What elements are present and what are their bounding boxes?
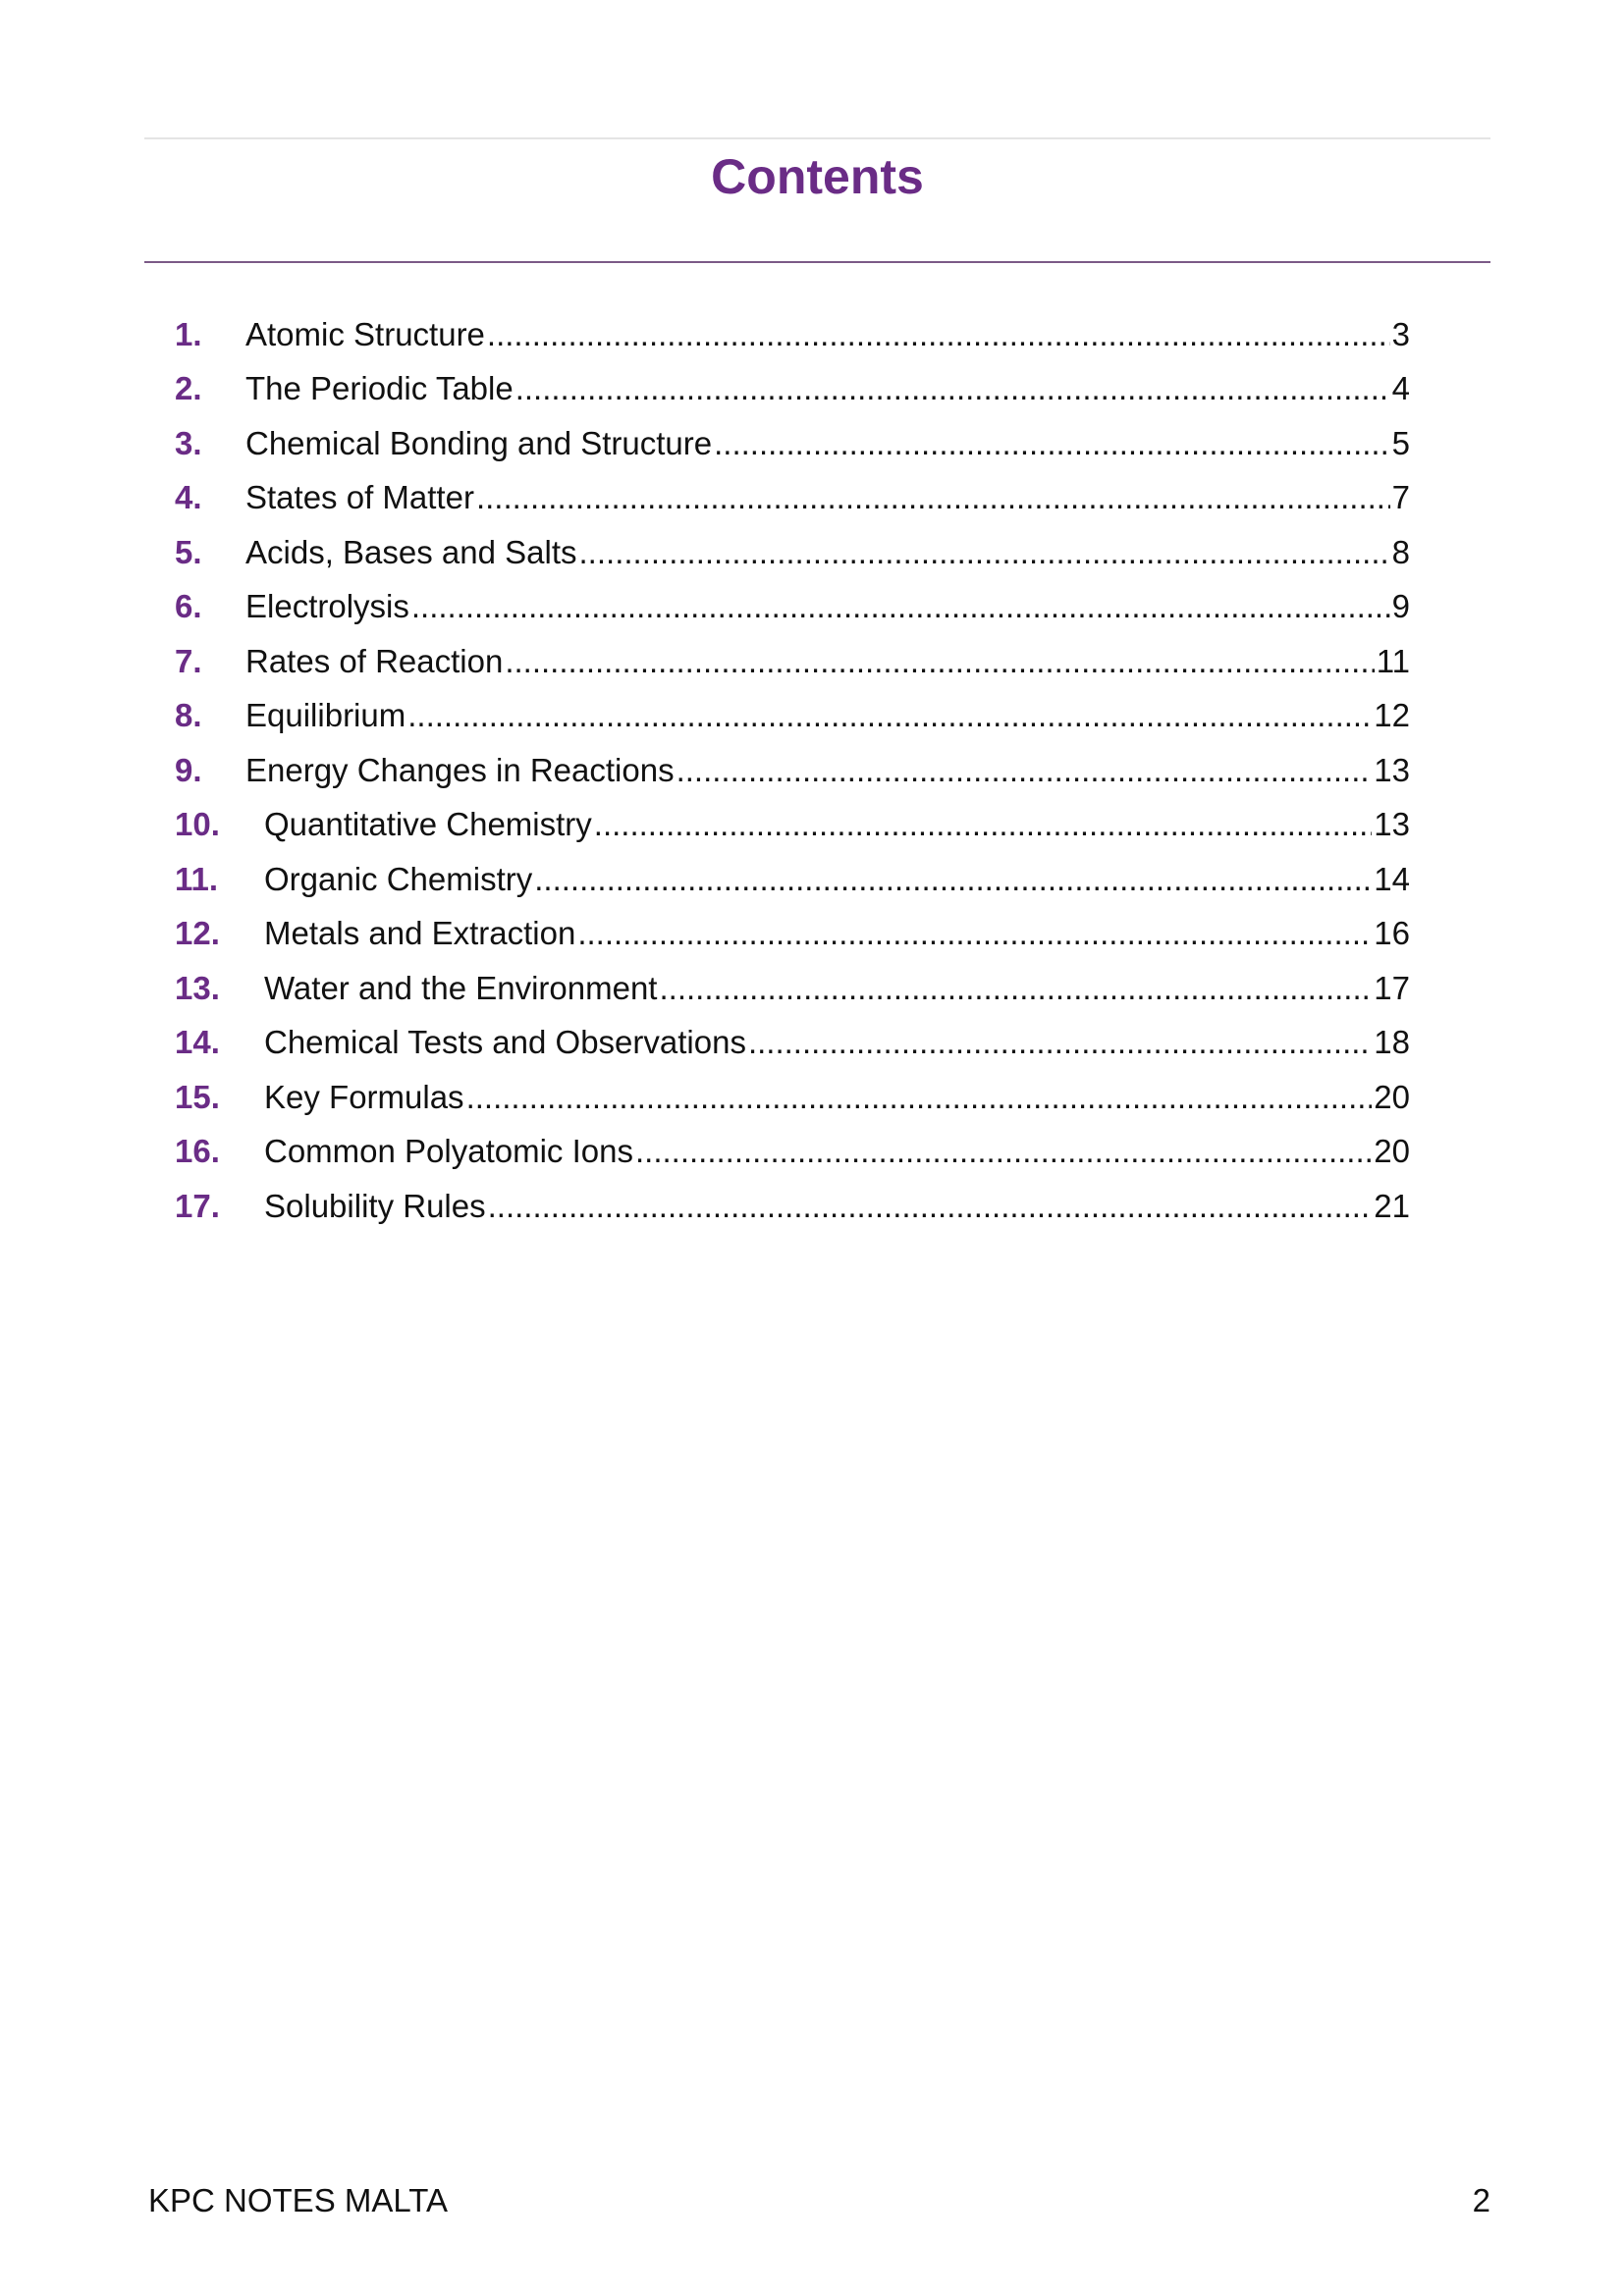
toc-leader-dots: [677, 752, 1373, 789]
toc-entry-number: 8.: [175, 697, 202, 734]
toc-entry-page: 4: [1391, 370, 1410, 407]
toc-entry-title: The Periodic Table: [245, 370, 514, 407]
toc-entry[interactable]: [175, 416, 1410, 471]
toc-leader-dots: [714, 425, 1390, 462]
toc-entry-number: 15.: [175, 1078, 220, 1115]
toc-entry-number: 13.: [175, 969, 220, 1006]
toc-leader-dots: [505, 643, 1374, 680]
toc-leader-dots: [476, 479, 1390, 516]
toc-entry[interactable]: [175, 307, 1410, 362]
toc-leader-dots: [466, 1079, 1373, 1116]
toc-entry-number: 2.: [175, 370, 202, 407]
toc-entry-title: Electrolysis: [245, 588, 409, 625]
toc-entry-number: 17.: [175, 1187, 220, 1224]
toc-entry-page: 13: [1374, 806, 1410, 843]
toc-entry-page: 18: [1374, 1024, 1410, 1061]
toc-entry-page: 17: [1374, 969, 1410, 1006]
toc-entry-page: 11: [1376, 642, 1410, 679]
toc-leader-dots: [659, 970, 1372, 1007]
toc-leader-dots: [411, 588, 1390, 625]
toc-entry-number: 16.: [175, 1133, 220, 1170]
toc-entry[interactable]: [175, 1016, 1410, 1071]
toc-entry-page: 7: [1391, 479, 1410, 516]
toc-entry-page: 8: [1391, 533, 1410, 570]
toc-entry[interactable]: [175, 362, 1410, 417]
toc-leader-dots: [515, 370, 1390, 407]
toc-entry[interactable]: [175, 1179, 1410, 1234]
toc-entry-title: Water and the Environment: [264, 969, 658, 1006]
toc-entry-page: 5: [1391, 424, 1410, 461]
toc-entry-title: Metals and Extraction: [264, 915, 576, 952]
toc-leader-dots: [748, 1024, 1372, 1061]
toc-entry-page: 9: [1391, 588, 1410, 625]
toc-entry-page: 3: [1391, 315, 1410, 352]
toc-entry-title: Organic Chemistry: [264, 860, 533, 897]
toc-entry-title: Chemical Bonding and Structure: [245, 424, 713, 461]
toc-entry-page: 14: [1374, 860, 1410, 897]
toc-entry-page: 20: [1374, 1133, 1410, 1170]
toc-entry[interactable]: [175, 852, 1410, 907]
toc-entry[interactable]: [175, 743, 1410, 798]
toc-entry[interactable]: [175, 961, 1410, 1016]
toc-entry-title: Key Formulas: [264, 1078, 464, 1115]
toc-entry-title: Chemical Tests and Observations: [264, 1024, 746, 1061]
toc-leader-dots: [594, 806, 1372, 843]
toc-entry-number: 1.: [175, 315, 202, 352]
toc-entry-page: 16: [1374, 915, 1410, 952]
toc-leader-dots: [635, 1133, 1372, 1170]
title-divider: [144, 261, 1490, 263]
toc-entry-title: Rates of Reaction: [245, 642, 504, 679]
toc-entry-number: 7.: [175, 642, 202, 679]
footer-text: KPC NOTES MALTA: [148, 2182, 448, 2218]
toc-leader-dots: [534, 861, 1372, 898]
toc-entry[interactable]: [175, 1125, 1410, 1180]
toc-entry-page: 12: [1374, 697, 1410, 734]
toc-entry-number: 5.: [175, 533, 202, 570]
toc-leader-dots: [487, 316, 1390, 353]
toc-leader-dots: [488, 1188, 1373, 1225]
toc-entry-number: 12.: [175, 915, 220, 952]
toc-entry-title: Atomic Structure: [245, 315, 485, 352]
toc-entry[interactable]: [175, 1070, 1410, 1125]
toc-entry-title: Solubility Rules: [264, 1187, 486, 1224]
toc-entry-number: 3.: [175, 424, 202, 461]
table-of-contents: [175, 307, 1410, 1234]
toc-entry-number: 14.: [175, 1024, 220, 1061]
toc-leader-dots: [577, 915, 1372, 952]
toc-entry[interactable]: [175, 798, 1410, 853]
toc-entry-title: Energy Changes in Reactions: [245, 751, 675, 788]
toc-entry[interactable]: [175, 634, 1410, 689]
toc-entry[interactable]: [175, 525, 1410, 580]
toc-entry-title: Quantitative Chemistry: [264, 806, 592, 843]
toc-entry-page: 13: [1374, 751, 1410, 788]
page-title: Contents: [711, 149, 924, 204]
toc-entry-number: 4.: [175, 479, 202, 516]
toc-entry-number: 11.: [175, 860, 219, 897]
toc-entry-title: States of Matter: [245, 479, 474, 516]
toc-entry-page: 20: [1374, 1078, 1410, 1115]
toc-leader-dots: [579, 534, 1390, 571]
footer-page-number: 2: [1472, 2182, 1490, 2218]
toc-entry[interactable]: [175, 689, 1410, 744]
toc-entry[interactable]: [175, 471, 1410, 526]
header-rule: [144, 137, 1490, 139]
toc-entry-page: 21: [1374, 1187, 1410, 1224]
toc-entry-title: Acids, Bases and Salts: [245, 533, 577, 570]
toc-entry-number: 6.: [175, 588, 202, 625]
toc-leader-dots: [407, 697, 1372, 734]
toc-entry-title: Equilibrium: [245, 697, 406, 734]
toc-entry-number: 9.: [175, 751, 202, 788]
toc-entry-title: Common Polyatomic Ions: [264, 1133, 633, 1170]
toc-entry[interactable]: [175, 580, 1410, 635]
toc-entry-number: 10.: [175, 806, 220, 843]
toc-entry[interactable]: [175, 907, 1410, 962]
